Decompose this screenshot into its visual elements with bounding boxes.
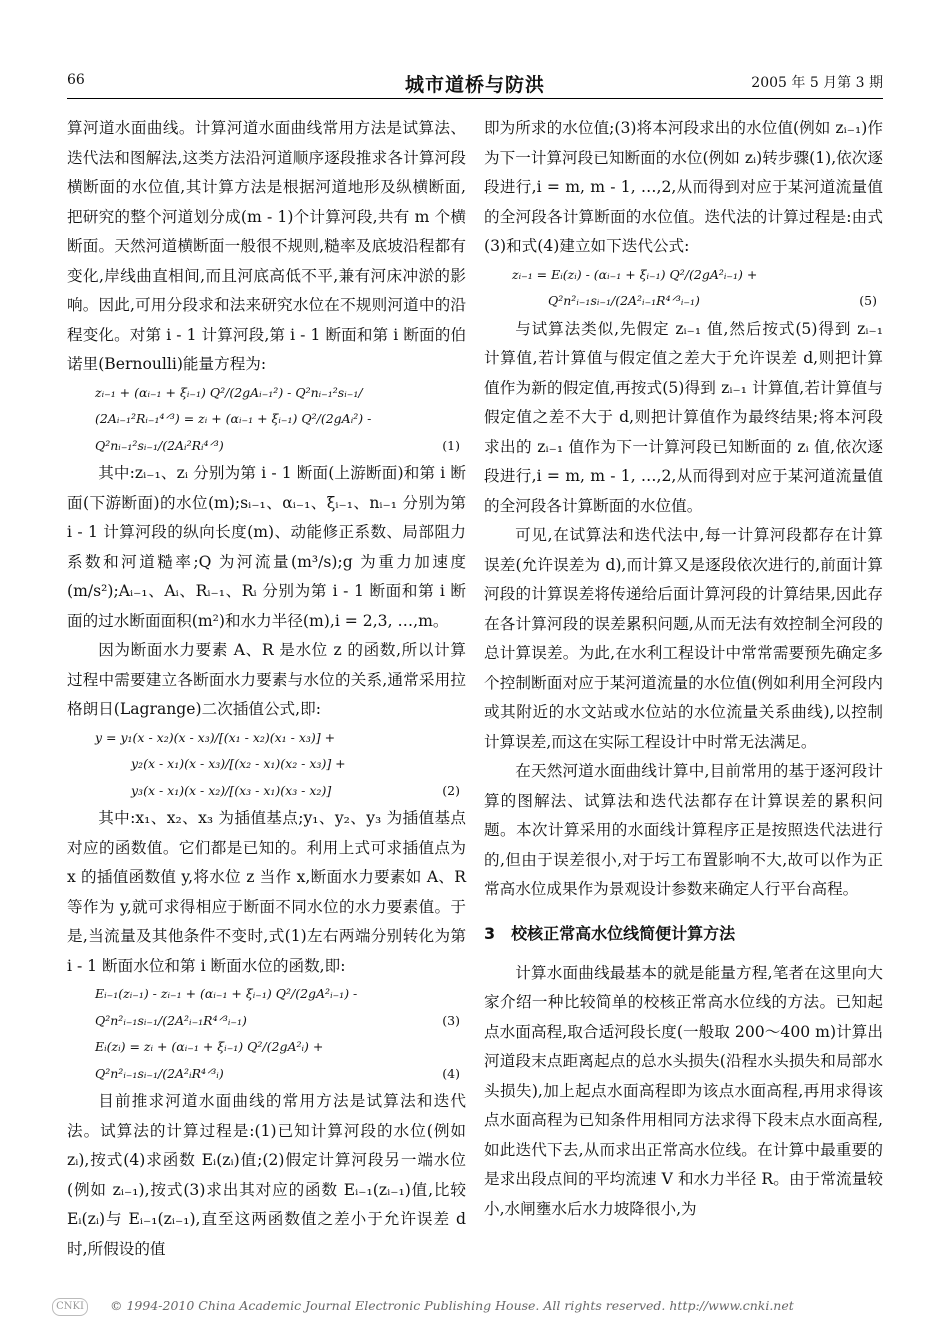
equation-line bbox=[67, 751, 466, 778]
body-paragraph: 即为所求的水位值;(3)将本河段求出的水位值(例如 zᵢ₋₁)作为下一计算河段已知断面的水位(例如 zᵢ)转步骤(1),依次逐段进行,i = m, m - 1, …,2,从而得到对应于某河道流量值的全河段各计算断面的水位值。迭代法的计算过程是:由式(3)和式(4)建立如下迭代公式: bbox=[484, 119, 883, 255]
equation-line bbox=[67, 1034, 466, 1061]
equation-text: Q²nᵢ₋₁²sᵢ₋₁/(2Aᵢ²Rᵢ⁴ᐟ³) bbox=[95, 437, 224, 453]
left-column bbox=[67, 114, 466, 1264]
header-rule bbox=[67, 98, 883, 99]
page-header bbox=[67, 70, 883, 94]
equation-text: zᵢ₋₁ = Eᵢ(zᵢ) - (αᵢ₋₁ + ξᵢ₋₁) Q²/(2gA²ᵢ₋₁) + bbox=[512, 266, 758, 282]
body-paragraph: 与试算法类似,先假定 zᵢ₋₁ 值,然后按式(5)得到 zᵢ₋₁ 计算值,若计算值与假定值之差大于允许误差 d,则把计算值作为新的假定值,再按式(5)得到 zᵢ₋₁ 计算值,若计算值与假定值之差不大于 d,则把计算值作为最终结果;将本河段求出的 zᵢ₋₁ 值作为下一计算河段已知断面的 zᵢ 值,依次逐段进行,i = m, m - 1, …,2,从而得到对应于某河道流量值的全河段各计算断面的水位值。 bbox=[484, 319, 883, 515]
equation-text: Eᵢ(zᵢ) = zᵢ + (αᵢ₋₁ + ξᵢ₋₁) Q²/(2gA²ᵢ) + bbox=[95, 1039, 324, 1054]
equation-line bbox=[67, 380, 466, 407]
body-paragraph: 计算水面曲线最基本的就是能量方程,笔者在这里向大家介绍一种比较简单的校核正常高水位线的方法。已知起点水面高程,取合适河段长度(一般取 200～400 m)计算出河道段末点距离起点的总水头损失(沿程水头损失和局部水头损失),加上起点水面高程即为该点水面高程,再用求得该点水面高程为已知条件用相同方法求得下段末点水面高程,如此迭代下去,从而求出正常高水位线。在计算中最重要的是求出段点间的平均流速 V 和水力半径 R。由于常流量较小,水闸壅水后水力坡降很小,为 bbox=[484, 963, 883, 1218]
equation-number: (5) bbox=[859, 293, 877, 308]
issue-label: 2005 年 5 月第 3 期 bbox=[751, 75, 883, 91]
equation-line bbox=[484, 288, 883, 315]
body-paragraph: 算河道水面曲线。计算河道水面曲线常用方法是试算法、迭代法和图解法,这类方法沿河道顺序逐段推求各计算河段横断面的水位值,其计算方法是根据河道地形及纵横断面,把研究的整个河道划分成(m - 1)个计算河段,共有 m 个横断面。天然河道横断面一般很不规则,糙率及底坡沿程都有变化,岸线曲直相间,而且河底高低不平,兼有河床冲淤的影响。因此,可用分段求和法来研究水位在不规则河道中的沿程变化。对第 i - 1 计算河段,第 i - 1 断面和第 i 断面的伯诺里(Bernoulli)能量方程为: bbox=[67, 119, 466, 373]
equation-text: Eᵢ₋₁(zᵢ₋₁) - zᵢ₋₁ + (αᵢ₋₁ + ξᵢ₋₁) Q²/(2gA²ᵢ₋₁) - bbox=[95, 986, 358, 1001]
equation-text: zᵢ₋₁ + (αᵢ₋₁ + ξᵢ₋₁) Q²/(2gAᵢ₋₁²) - Q²nᵢ₋₁²sᵢ₋₁/ bbox=[95, 384, 363, 400]
journal-title: 城市道桥与防洪 bbox=[404, 74, 545, 96]
equation-number: (2) bbox=[442, 782, 460, 798]
body-paragraph: 在天然河道水面曲线计算中,目前常用的基于逐河段计算的图解法、试算法和迭代法都存在计算误差的累积问题。本次计算采用的水面线计算程序正是按照迭代法进行的,但由于误差很小,对于圬工布置影响不大,故可以作为正常高水位成果作为景观设计参数来确定人行平台高程。 bbox=[484, 762, 883, 898]
equation-text: y₃(x - x₁)(x - x₂)/[(x₃ - x₁)(x₃ - x₂)] bbox=[131, 782, 332, 798]
cnki-logo-icon: CNKI bbox=[52, 1298, 88, 1316]
equation-line bbox=[67, 433, 466, 460]
copyright-notice: © 1994-2010 China Academic Journal Electronic Publishing House. All rights reserved. http://www.cnki.net bbox=[110, 1298, 794, 1313]
right-column bbox=[484, 114, 883, 1224]
body-paragraph: 其中:x₁、x₂、x₃ 为插值基点;y₁、y₂、y₃ 为插值基点对应的函数值。它们都是已知的。利用上式可求插值点为 x 的插值函数值 y,将水位 z 当作 x,断面水力要素如 A、R 等作为 y,就可求得相应于断面不同水位的水力要素值。于是,当流量及其他条件不变时,式(1)左右两端分别转化为第 i - 1 断面水位和第 i 断面水位的函数,即: bbox=[67, 809, 466, 975]
section-heading: 3 校核正常高水位线简便计算方法 bbox=[484, 923, 736, 943]
page-number: 66 bbox=[67, 72, 85, 88]
equation-line bbox=[484, 262, 883, 289]
body-paragraph: 目前推求河道水面曲线的常用方法是试算法和迭代法。试算法的计算过程是:(1)已知计算河段的水位(例如 zᵢ),按式(4)求函数 Eᵢ(zᵢ)值;(2)假定计算河段另一端水位(例如 zᵢ₋₁),按式(3)求出其对应的函数 Eᵢ₋₁(zᵢ₋₁)值,比较 Eᵢ(zᵢ)与 Eᵢ₋₁(zᵢ₋₁),直至这两函数值之差小于允许误差 d 时,所假设的值 bbox=[67, 1092, 466, 1258]
equation-text: Q²n²ᵢ₋₁sᵢ₋₁/(2A²ᵢ₋₁R⁴ᐟ³ᵢ₋₁) bbox=[95, 1012, 247, 1028]
equation-text: y = y₁(x - x₂)(x - x₃)/[(x₁ - x₂)(x₁ - x₃)] + bbox=[95, 729, 336, 745]
equation-line bbox=[67, 725, 466, 752]
equation-line bbox=[67, 981, 466, 1008]
equation-text: Q²n²ᵢ₋₁sᵢ₋₁/(2A²ᵢ₋₁R⁴ᐟ³ᵢ₋₁) bbox=[548, 293, 700, 308]
equation-line bbox=[67, 1061, 466, 1088]
equation-number: (3) bbox=[442, 1012, 460, 1028]
page-footer bbox=[42, 1298, 912, 1318]
equation-number: (4) bbox=[442, 1065, 460, 1081]
body-paragraph: 因为断面水力要素 A、R 是水位 z 的函数,所以计算过程中需要建立各断面水力要素与水位的关系,通常采用拉格朗日(Lagrange)二次插值公式,即: bbox=[67, 641, 466, 718]
equation-number: (1) bbox=[442, 437, 460, 453]
equation-text: Q²n²ᵢ₋₁sᵢ₋₁/(2A²ᵢR⁴ᐟ³ᵢ) bbox=[95, 1065, 224, 1081]
equation-text: (2Aᵢ₋₁²Rᵢ₋₁⁴ᐟ³) = zᵢ + (αᵢ₋₁ + ξᵢ₋₁) Q²/(2gAᵢ²) - bbox=[95, 411, 372, 426]
body-paragraph: 其中:zᵢ₋₁、zᵢ 分别为第 i - 1 断面(上游断面)和第 i 断面(下游断面)的水位(m);sᵢ₋₁、αᵢ₋₁、ξᵢ₋₁、nᵢ₋₁ 分别为第 i - 1 计算河段的纵向长度(m)、动能修正系数、局部阻力系数和河道糙率;Q 为河流量(m³/s);g 为重力加速度(m/s²);Aᵢ₋₁、Aᵢ、Rᵢ₋₁、Rᵢ 分别为第 i - 1 断面和第 i 断面的过水断面面积(m²)和水力半径(m),i = 2,3, …,m。 bbox=[67, 464, 466, 630]
body-paragraph: 可见,在试算法和迭代法中,每一计算河段都存在计算误差(允许误差为 d),而计算又是逐段依次进行的,前面计算河段的计算误差将传递给后面计算河段的计算结果,因此存在各计算河段的误差累积问题,从而无法有效控制全河段的总计算误差。为此,在水利工程设计中常常需要预先确定多个控制断面对应于某河道流量的水位值(例如利用全河段内或其附近的水文站或水位站的水位流量关系曲线),以控制计算误差,而这在实际工程设计中时常无法满足。 bbox=[484, 526, 883, 751]
equation-line bbox=[67, 778, 466, 805]
equation-text: y₂(x - x₁)(x - x₃)/[(x₂ - x₁)(x₂ - x₃)] + bbox=[131, 756, 346, 771]
equation-line bbox=[67, 406, 466, 433]
equation-line bbox=[67, 1008, 466, 1035]
